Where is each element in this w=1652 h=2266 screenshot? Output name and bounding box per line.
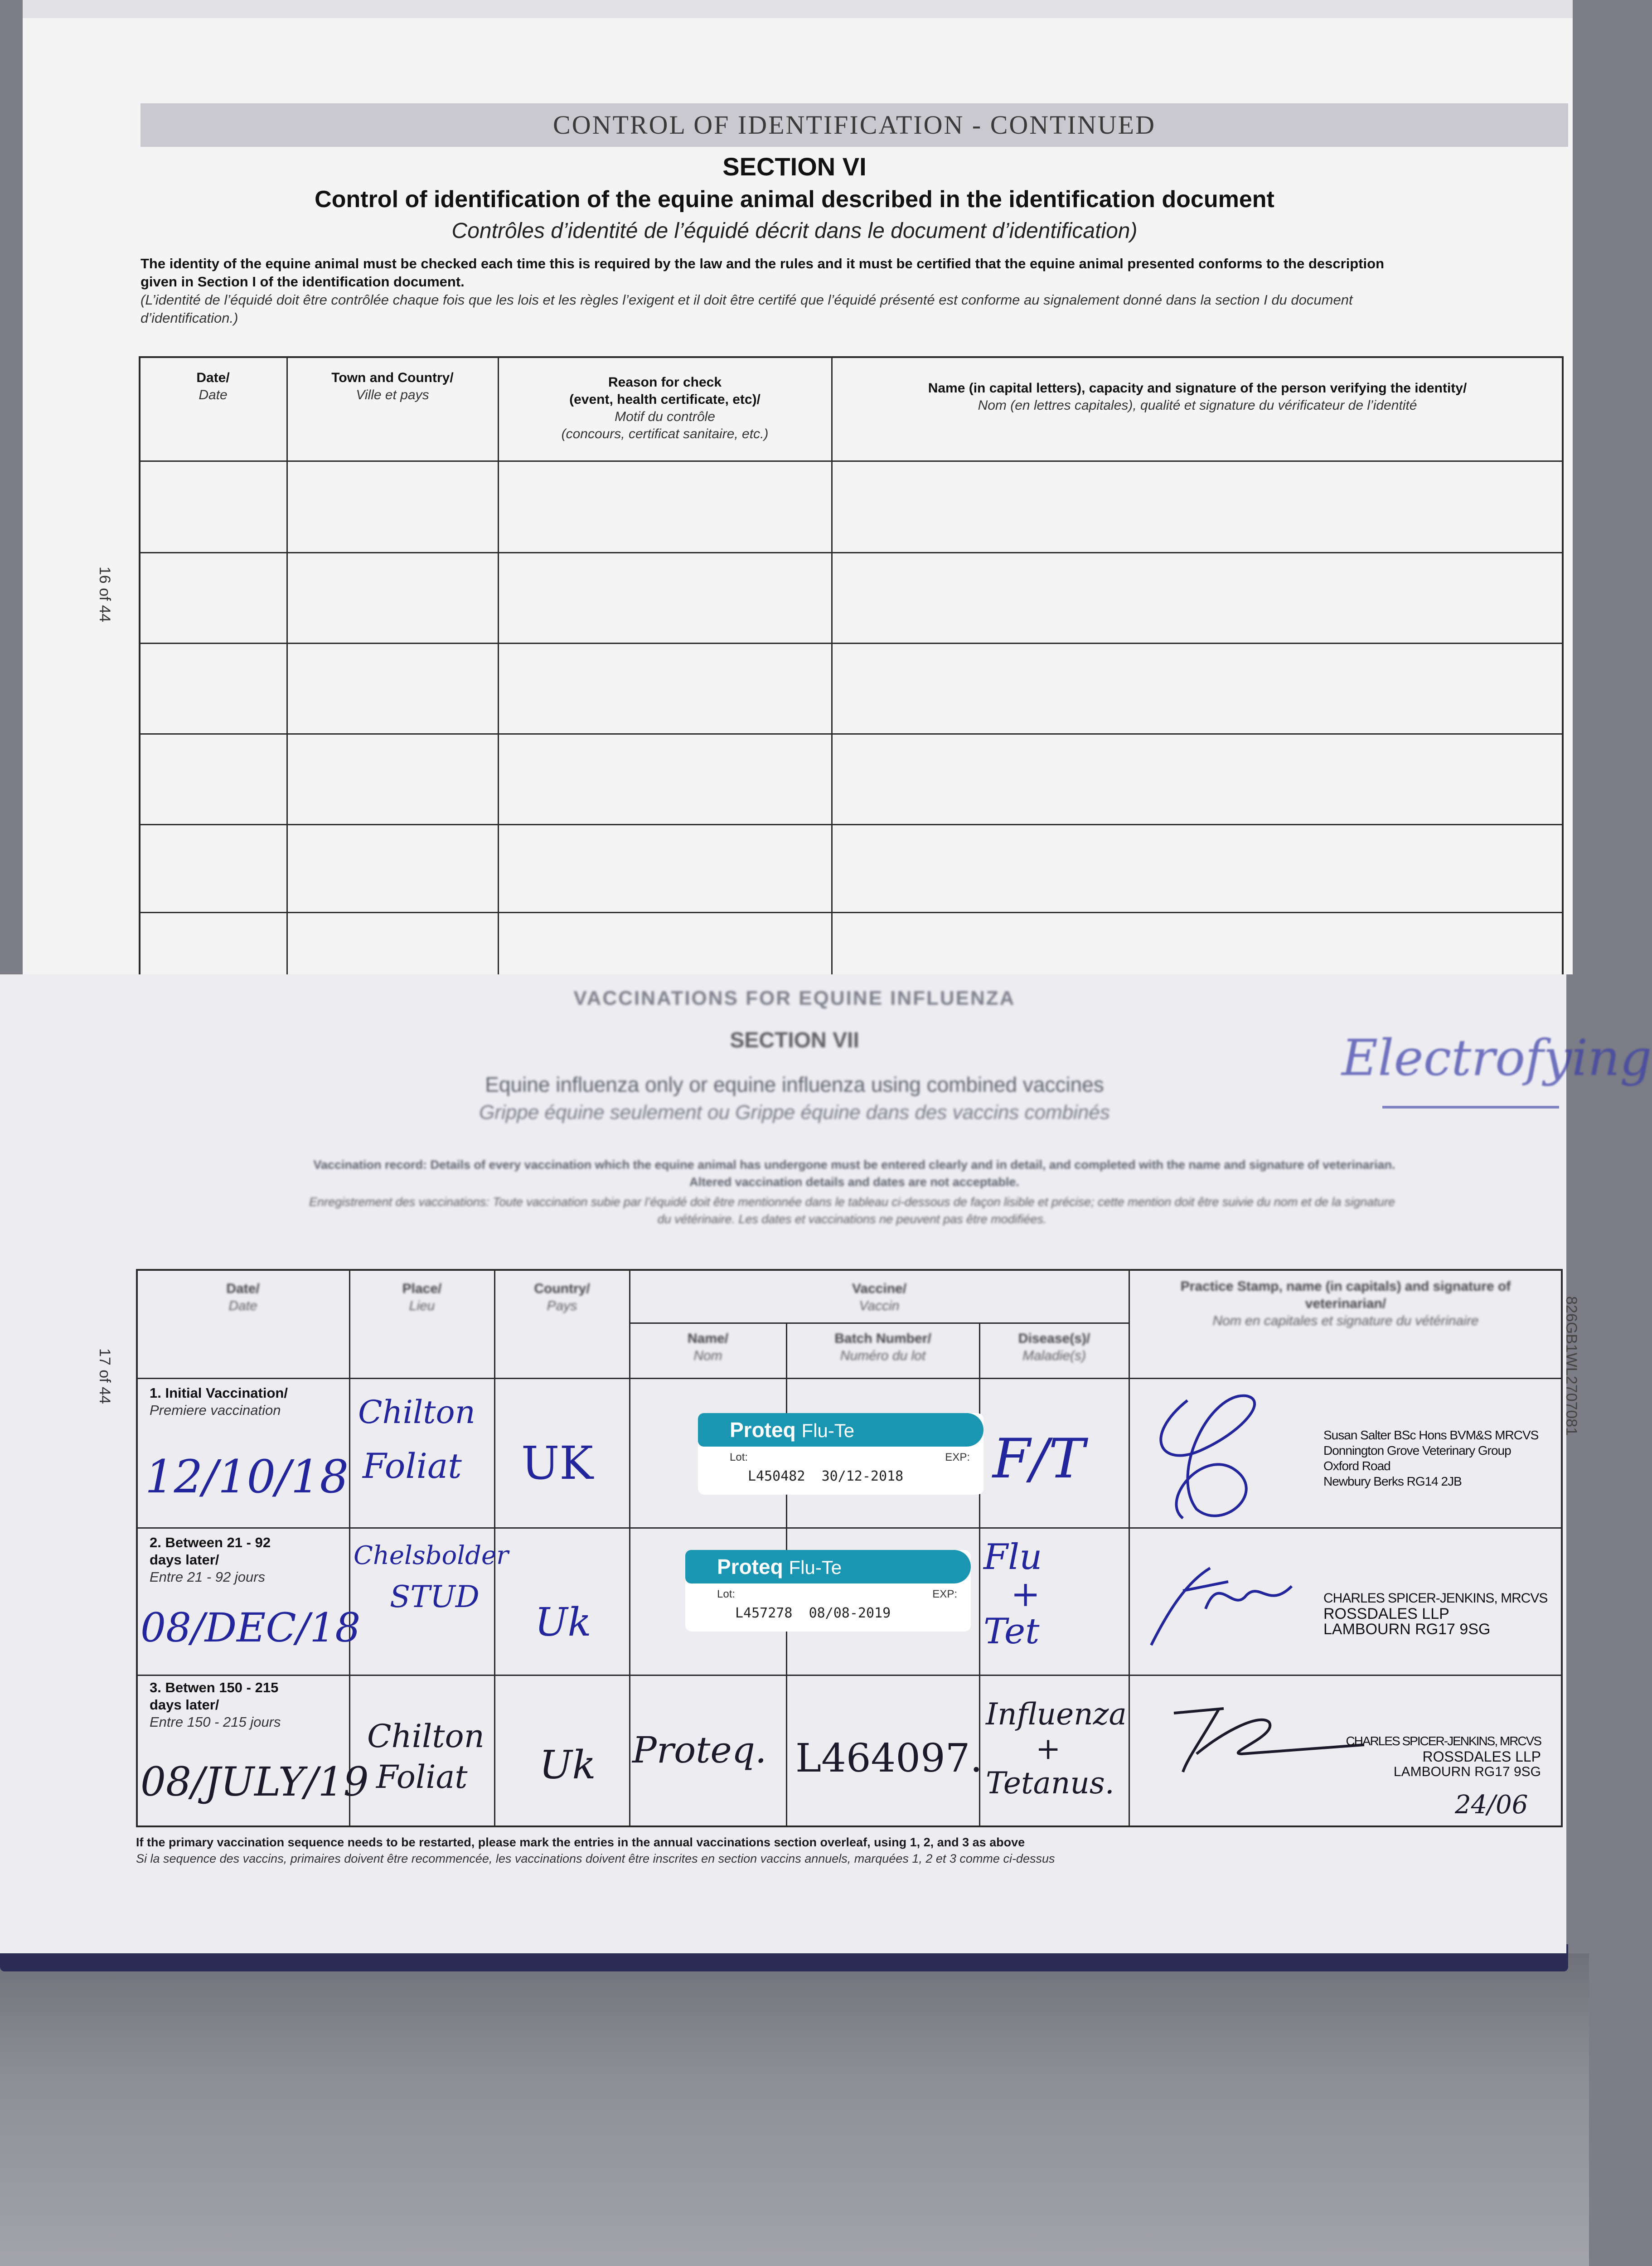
section-vii-intro-fr-2: du vétérinaire. Les dates et vaccinations ne peuvent pas être modifiées. — [657, 1212, 1047, 1226]
col-header-vaccine-name — [631, 1330, 785, 1365]
table-border — [139, 356, 140, 974]
table-rule — [139, 824, 1564, 825]
col-reason-en-2: (event, health certificate, etc)/ — [569, 392, 761, 407]
row-2-signature — [1142, 1554, 1305, 1654]
stamp-line-4: Newbury Berks RG14 2JB — [1323, 1474, 1462, 1488]
row-1-vaccine-sticker — [698, 1413, 983, 1495]
sticker-lot-value — [735, 1605, 891, 1621]
col-reason-en-1: Reason for check — [608, 375, 722, 390]
col-name-fr: Nom — [693, 1348, 722, 1363]
section-vii-subtitle-en: Equine influenza only or equine influenza using combined vaccines — [485, 1073, 1104, 1096]
row-3-label-en-2: days later/ — [150, 1697, 219, 1713]
col-country-en: Country/ — [534, 1281, 590, 1296]
row-3-label-en-1: 3. Betwen 150 - 215 — [150, 1680, 279, 1695]
row-3-date: 08/JULY/19 — [140, 1758, 369, 1805]
row-3-batch-number: L464097. — [795, 1736, 983, 1781]
row-1-country: UK — [521, 1437, 593, 1490]
row-1-disease: F/T — [993, 1428, 1085, 1491]
section-vii-title: SECTION VII — [730, 1028, 859, 1052]
section-vii-subtitle-fr: Grippe équine seulement ou Grippe équine dans des vaccins combinés — [479, 1101, 1110, 1123]
row-2-disease — [983, 1539, 1042, 1650]
row-2-label-en-2: days later/ — [150, 1552, 219, 1568]
lot-number: L450482 — [748, 1468, 805, 1484]
section-vi-subtitle-fr: Contrôles d’identité de l’équidé décrit dans le document d’identification) — [451, 219, 1138, 243]
col-stamp-en-2: veterinarian/ — [1305, 1296, 1386, 1311]
col-header-disease — [981, 1330, 1128, 1365]
col-country-fr: Pays — [547, 1298, 577, 1313]
sticker-brand: Proteq — [730, 1418, 796, 1442]
table-rule — [498, 356, 499, 974]
row-1-date: 12/10/18 — [145, 1450, 349, 1503]
row-1-signature — [1133, 1382, 1287, 1523]
col-verifier-en: Name (in capital letters), capacity and signature of the person verifying the identity/ — [928, 381, 1467, 396]
row-3-signature — [1169, 1704, 1369, 1777]
row-2-label-fr: Entre 21 - 92 jours — [150, 1569, 266, 1585]
col-place-en: Place/ — [402, 1281, 442, 1296]
page-number-17: 17 of 44 — [96, 1348, 113, 1404]
col-vaccine-en: Vaccine/ — [852, 1281, 907, 1296]
col-reason-fr-2: (concours, certificat sanitaire, etc.) — [561, 426, 769, 441]
stamp-line-1: CHARLES SPICER-JENKINS, MRCVS — [1346, 1734, 1541, 1748]
row-2-date: 08/DEC/18 — [140, 1604, 361, 1651]
page-number-16: 16 of 44 — [96, 566, 113, 622]
row-1-label-en: 1. Initial Vaccination/ — [150, 1385, 288, 1401]
stamp-line-3: LAMBOURN RG17 9SG — [1323, 1621, 1491, 1638]
table-rule — [139, 733, 1564, 735]
row-2-label-en-1: 2. Between 21 - 92 — [150, 1535, 271, 1550]
stamp-line-2: ROSSDALES LLP — [1323, 1605, 1449, 1622]
table-border — [136, 1269, 138, 1827]
sticker-product: Flu-Te — [801, 1420, 855, 1441]
col-header-verifier — [834, 380, 1561, 414]
row-2-place-1: Chelsbolder — [354, 1541, 509, 1570]
row-2-disease-1: Flu — [983, 1537, 1042, 1578]
table-rule — [139, 460, 1564, 462]
col-date-fr: Date — [199, 387, 228, 402]
sticker-exp-label: EXP: — [945, 1451, 970, 1463]
col-town-fr: Ville et pays — [356, 387, 429, 402]
row-3-practice-stamp — [1342, 1733, 1541, 1780]
row-2-vaccine-sticker — [685, 1550, 971, 1632]
row-2-place-2: STUD — [390, 1579, 480, 1614]
stamp-line-1: CHARLES SPICER-JENKINS, MRCVS — [1323, 1591, 1548, 1606]
section-vii-intro-en-2: Altered vaccination details and dates are not acceptable. — [689, 1175, 1019, 1189]
stamp-line-1: Susan Salter BSc Hons BVM&S MRCVS — [1323, 1428, 1539, 1442]
col-place-fr: Lieu — [409, 1298, 435, 1313]
row-1-place-1: Chilton — [358, 1394, 475, 1431]
sticker-band — [685, 1550, 971, 1583]
row-3-disease-3: Tetanus. — [986, 1766, 1114, 1801]
col-batch-fr: Numéro du lot — [840, 1348, 926, 1363]
table-rule — [139, 552, 1564, 553]
stamp-line-3: Oxford Road — [1323, 1459, 1390, 1473]
section-vi-intro-en-1: The identity of the equine animal must be checked each time this is required by the law and the rules and it must be certified that the equine animal presented conforms to the description — [140, 256, 1385, 271]
expiry-date: 08/08-2019 — [809, 1605, 891, 1621]
margin-note-underline — [1382, 1106, 1559, 1109]
sticker-lot-value — [748, 1468, 903, 1484]
table-rule — [831, 356, 833, 974]
sticker-band — [698, 1413, 983, 1447]
table-border — [139, 356, 1564, 358]
col-disease-en: Disease(s)/ — [1018, 1331, 1090, 1346]
sticker-lot-label: Lot: — [730, 1451, 748, 1463]
section-vi-intro-fr-2: d’identification.) — [140, 310, 238, 326]
row-2-disease-3: Tet — [983, 1611, 1040, 1652]
col-stamp-fr: Nom en capitales et signature du vétérinaire — [1212, 1313, 1479, 1328]
col-batch-en: Batch Number/ — [834, 1331, 931, 1346]
col-verifier-fr: Nom (en lettres capitales), qualité et signature du vérificateur de l’identité — [978, 398, 1417, 413]
row-2-country: Uk — [535, 1600, 591, 1645]
section-vii-banner: VACCINATIONS FOR EQUINE INFLUENZA — [573, 987, 1016, 1009]
row-3-label — [150, 1679, 281, 1731]
row-1-place-2: Foliat — [363, 1446, 462, 1486]
section-vi-title: SECTION VI — [722, 152, 867, 181]
table-rule — [1129, 1269, 1130, 1827]
section-vii-intro-en-1: Vaccination record: Details of every vaccination which the equine animal has undergone must be entered clearly and in detail, and completed with the name and signature of veterinarian. — [313, 1158, 1395, 1172]
footnote-en: If the primary vaccination sequence needs to be restarted, please mark the entries in the annual vaccinations section overleaf, using 1, 2, and 3 as above — [136, 1835, 1025, 1849]
row-2-label — [150, 1534, 271, 1586]
lot-number: L457278 — [735, 1605, 793, 1621]
sticker-lot-label: Lot: — [717, 1588, 736, 1600]
section-vi-subtitle-en: Control of identification of the equine animal described in the identification document — [315, 186, 1274, 213]
row-3-place-2: Foliat — [376, 1758, 468, 1796]
col-date-en: Date/ — [226, 1281, 260, 1296]
page-top-shadow — [23, 0, 1573, 18]
row-3-disease-1: Influenza — [986, 1697, 1127, 1732]
col-header-date — [138, 1280, 348, 1315]
col-header-reason — [499, 374, 830, 443]
col-header-vaccine — [631, 1280, 1128, 1315]
row-1-label-fr: Premiere vaccination — [150, 1402, 281, 1418]
col-date-fr: Date — [228, 1298, 257, 1313]
expiry-date: 30/12-2018 — [821, 1468, 904, 1484]
sticker-product: Flu-Te — [789, 1557, 842, 1578]
table-border — [1561, 1269, 1563, 1827]
col-vaccine-fr: Vaccin — [859, 1298, 900, 1313]
row-3-vaccine-name: Proteq. — [632, 1729, 767, 1771]
row-3-extra-date: 24/06 — [1455, 1790, 1528, 1820]
sticker-exp-label: EXP: — [932, 1588, 957, 1600]
margin-handwritten-note: Electrofying — [1342, 1029, 1652, 1087]
row-2-practice-stamp — [1323, 1591, 1547, 1637]
row-2-disease-2: + — [1011, 1574, 1041, 1615]
row-1-practice-stamp — [1323, 1428, 1538, 1489]
stamp-line-2: Donnington Grove Veterinary Group — [1323, 1443, 1511, 1457]
col-header-date — [140, 369, 286, 404]
col-header-place — [351, 1280, 493, 1315]
table-border — [1562, 356, 1564, 974]
stamp-line-2: ROSSDALES LLP — [1422, 1748, 1541, 1765]
row-3-place-1: Chilton — [367, 1718, 484, 1755]
section-vi-intro-fr-1: (L’identité de l’équidé doit être contrôlée chaque fois que les lois et les règles l’exigent et il doit être certifé que l’équidé présenté est conforme au signalement donné dans la section I du document — [140, 292, 1353, 308]
table-rule — [286, 356, 288, 974]
row-3-country: Uk — [539, 1743, 596, 1788]
row-3-label-fr: Entre 150 - 215 jours — [150, 1714, 281, 1730]
table-rule — [139, 643, 1564, 644]
row-3-disease — [986, 1697, 1127, 1801]
col-reason-fr-1: Motif du contrôle — [615, 409, 715, 424]
col-stamp-en-1: Practice Stamp, name (in capitals) and signature of — [1180, 1279, 1511, 1294]
banner-text: CONTROL OF IDENTIFICATION - CONTINUED — [553, 110, 1156, 140]
table-rule — [629, 1269, 630, 1827]
col-name-en: Name/ — [687, 1331, 729, 1346]
col-header-town — [288, 369, 497, 404]
stamp-line-3: LAMBOURN RG17 9SG — [1393, 1764, 1541, 1779]
col-date-en: Date/ — [196, 370, 230, 385]
col-header-batch — [788, 1330, 978, 1365]
col-header-practice-stamp — [1131, 1278, 1560, 1330]
section-vi-banner — [140, 103, 1568, 147]
table-rule — [629, 1322, 1129, 1324]
row-1-label — [150, 1385, 288, 1419]
scanner-background — [0, 1953, 1589, 2266]
footnote-fr: Si la sequence des vaccins, primaires doivent être recommencée, les vaccinations doivent être inscrites en section vaccins annuels, marquées 1, 2 et 3 comme ci-dessus — [136, 1852, 1055, 1865]
section-vi-intro-en-2: given in Section I of the identification document. — [140, 274, 465, 290]
table-rule — [139, 912, 1564, 913]
section-vii-intro-fr-1: Enregistrement des vaccinations: Toute vaccination subie par l’équidé doit être mentionnée dans le tableau ci-dessous de façon lisible et précise; cette mention doit être suivie du nom et de la signature — [309, 1195, 1395, 1209]
sticker-brand: Proteq — [717, 1555, 783, 1578]
row-3-disease-2: + — [1036, 1731, 1061, 1766]
table-rule — [349, 1269, 350, 1827]
right-edge-code: 826GB1WL2707081 — [1563, 1296, 1580, 1436]
col-header-country — [496, 1280, 628, 1315]
col-disease-fr: Maladie(s) — [1022, 1348, 1086, 1363]
col-town-en: Town and Country/ — [331, 370, 454, 385]
